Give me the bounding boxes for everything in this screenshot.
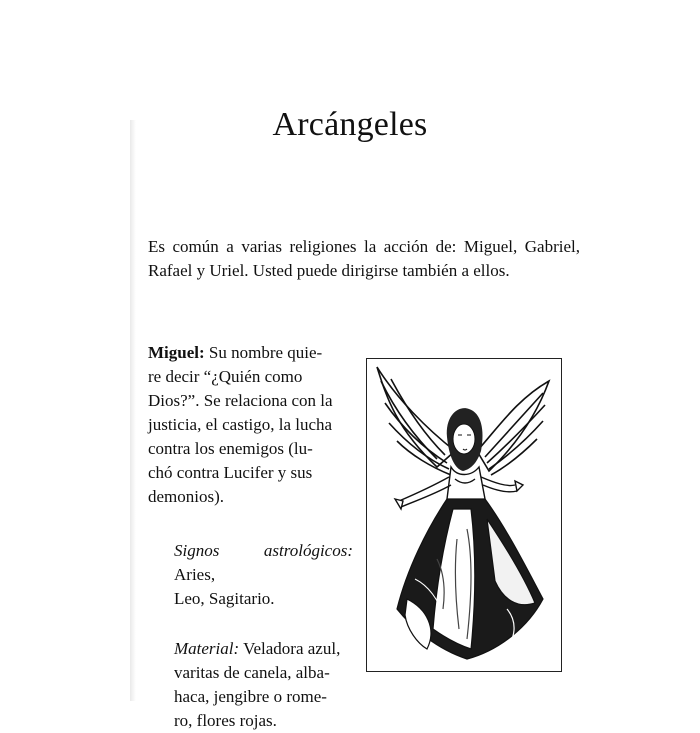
angel-illustration <box>367 359 560 670</box>
description-line: Su nombre quie- <box>204 343 323 362</box>
signs-line: Leo, Sagitario. <box>174 589 275 608</box>
miguel-section <box>148 341 353 733</box>
description-line: demonios). <box>148 487 225 506</box>
angel-head-icon <box>447 408 483 471</box>
signs-paragraph <box>174 539 353 611</box>
illustration-frame <box>366 358 562 672</box>
description-line: re decir “¿Quién como <box>148 367 303 386</box>
material-line: ro, flores rojas. <box>174 711 277 730</box>
description-line: chó contra Lucifer y sus <box>148 463 313 482</box>
miguel-name: Miguel: <box>148 343 205 362</box>
material-line: Veladora azul, <box>239 639 341 658</box>
signs-label: Signos astrológicos: <box>174 541 353 560</box>
description-line: contra los enemigos (lu- <box>148 439 313 458</box>
right-wing-icon <box>477 381 549 475</box>
miguel-description <box>148 341 353 509</box>
material-label: Material: <box>174 639 240 658</box>
material-line: varitas de canela, alba- <box>174 663 330 682</box>
description-line: justicia, el castigo, la lucha <box>148 415 333 434</box>
intro-paragraph: Es común a varias religiones la acción de: Miguel, Gabriel, Rafael y Uriel. Usted puede dirigirse también a ellos. <box>148 237 580 280</box>
material-paragraph <box>174 637 353 733</box>
page-gutter-shadow <box>130 120 136 701</box>
left-wing-icon <box>377 367 455 475</box>
signs-line: Aries, <box>174 565 216 584</box>
description-line: Dios?”. Se relaciona con la <box>148 391 333 410</box>
page-title: Arcángeles <box>272 106 428 143</box>
angel-robe-icon <box>397 499 543 659</box>
material-line: haca, jengibre o rome- <box>174 687 327 706</box>
